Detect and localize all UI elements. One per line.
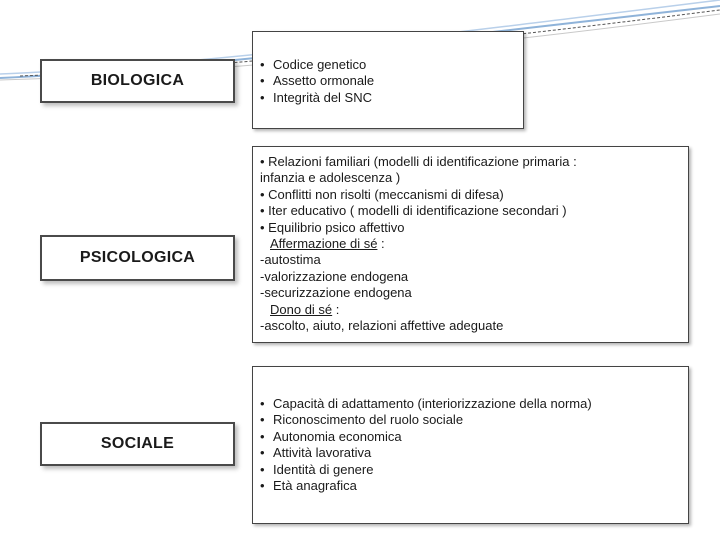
biologica-label: BIOLOGICA [90,72,185,89]
dono-heading: Dono di sé : [270,301,340,317]
text-line: • Iter educativo ( modelli di identificazione secondari ) [260,203,567,219]
list-item: • Età anagrafica [260,478,688,494]
text-line: infanzia e adolescenza ) [260,170,401,186]
sociale-label: SOCIALE [100,435,175,452]
sociale-content-box [252,366,689,524]
biologica-list [260,57,523,106]
sociale-list [260,396,688,494]
psicologica-label: PSICOLOGICA [79,249,196,266]
text-line: • Equilibrio psico affettivo [260,219,405,235]
list-item: • Assetto ormonale [260,73,523,89]
text-line: -ascolto, aiuto, relazioni affettive adeguate [260,318,504,334]
biologica-content-box [252,31,524,129]
psicologica-content-box [252,146,689,343]
text-line: • Conflitti non risolti (meccanismi di difesa) [260,186,504,202]
list-item: • Capacità di adattamento (interiorizzazione della norma) [260,396,688,412]
list-item: • Attività lavorativa [260,445,688,461]
list-item: • Integrità del SNC [260,90,523,106]
psicologica-label-box [40,235,235,281]
list-item: • Riconoscimento del ruolo sociale [260,412,688,428]
sociale-label-box [40,422,235,466]
list-item: • Identità di genere [260,462,688,478]
list-item: • Autonomia economica [260,429,688,445]
biologica-label-box [40,59,235,103]
text-line: -autostima [260,252,321,268]
text-line: • Relazioni familiari (modelli di identificazione primaria : [260,154,577,169]
affermazione-heading: Affermazione di sé : [270,236,385,252]
text-line: -securizzazione endogena [260,285,412,301]
list-item: • Codice genetico [260,57,523,73]
text-line: -valorizzazione endogena [260,268,409,284]
